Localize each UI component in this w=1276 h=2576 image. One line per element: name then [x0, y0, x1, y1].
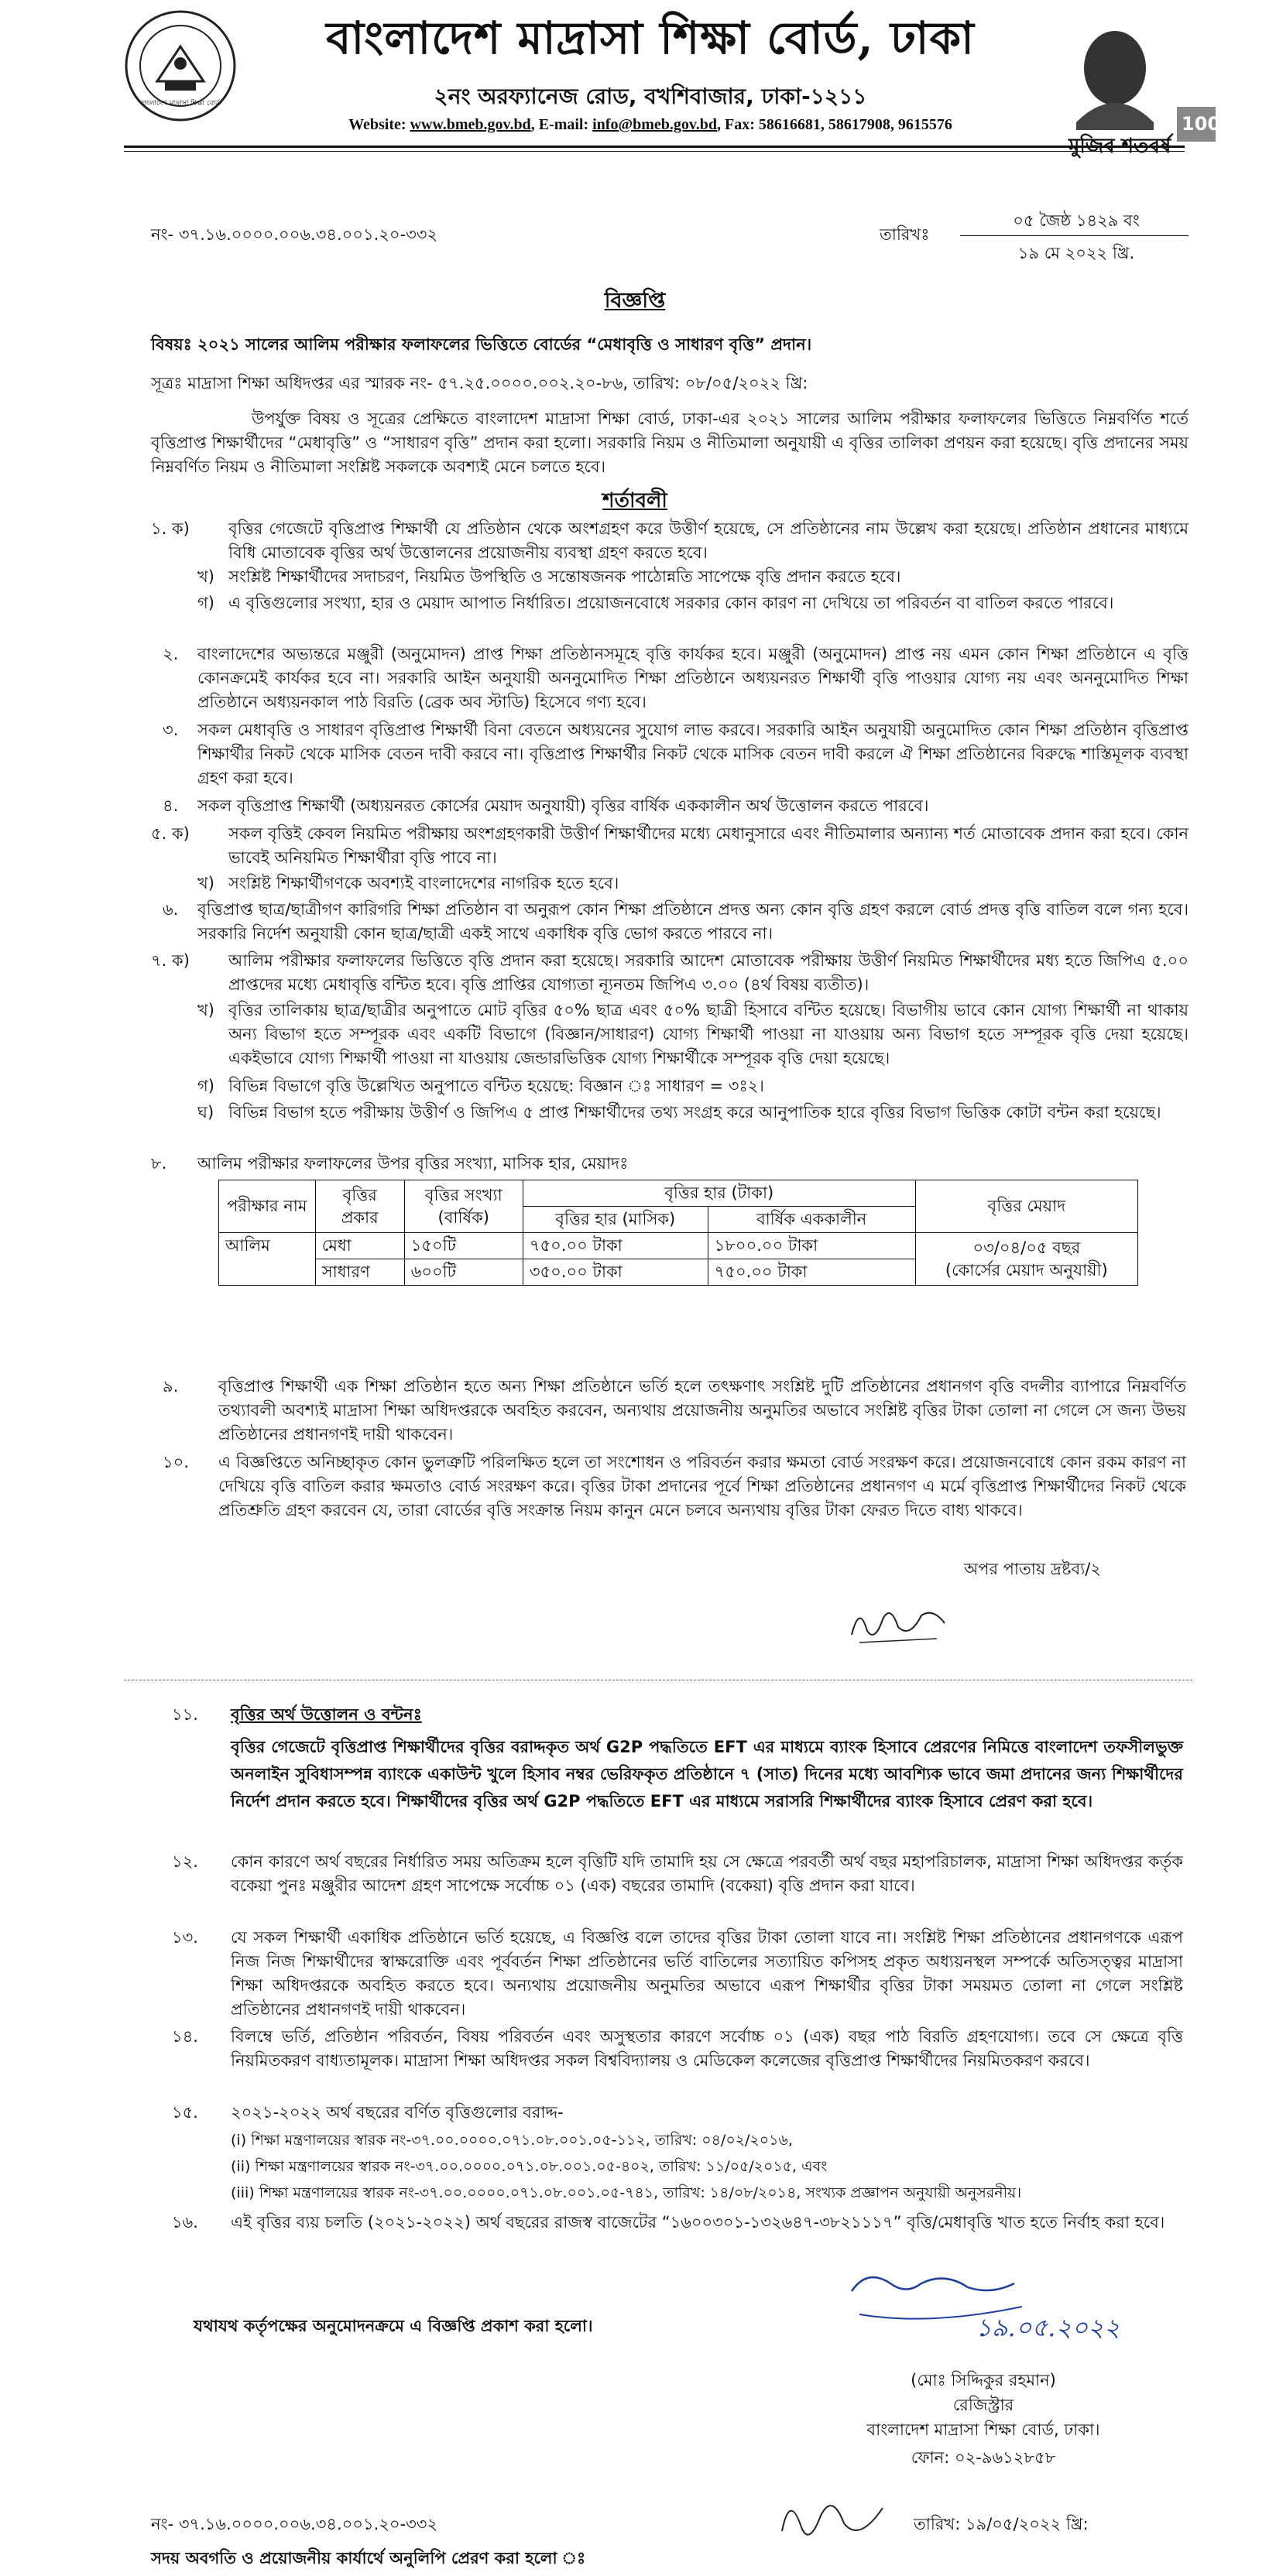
- condition-number: ৮.: [151, 1154, 167, 1173]
- footer-initials: [767, 2477, 898, 2562]
- cell-annual: ১৮০০.০০ টাকা: [708, 1233, 915, 1259]
- header-rate: বৃত্তির হার (টাকা): [523, 1180, 915, 1207]
- date-bangla: ০৫ জৈষ্ঠ ১৪২৯ বং: [1013, 211, 1140, 230]
- item-text: বিলম্বে ভর্তি, প্রতিষ্ঠান পরিবর্তন, বিষয় পরিবর্তন এবং অসুস্থতার কারণে সর্বোচ্চ ০১ (এক) বছর পাঠ বিরতি গ্রহণযোগ্য। তবে সে ক্ষেত্রে বৃত্তি নিয়মিতকরণ বাধ্যতামূলক। মাদ্রাসা শিক্ষা অধিদপ্তর সকল বিশ্ববিদ্যালয় ও মেডিকেল কলেজের বৃত্তিপ্রাপ্ত শিক্ষার্থীদের নিয়মিতকরণ করবে।: [231, 2027, 1183, 2070]
- condition-number: গ): [197, 1077, 214, 1095]
- board-logo: [122, 8, 238, 124]
- condition-number: ৫. ক): [151, 824, 190, 843]
- condition-text: বাংলাদেশের অভ্যন্তরে মঞ্জুরী (অনুমোদন) প্রাপ্ত শিক্ষা প্রতিষ্ঠানসমূহে বৃত্তি কার্যকর হবে। মঞ্জুরী (অনুমোদন) প্রাপ্ত নয় এমন কোন শিক্ষা প্রতিষ্ঠানে এ বৃত্তি কোনক্রমেই কার্যকর হবে না। সরকারি আইন অনুযায়ী অননুমোদিত শিক্ষা প্রতিষ্ঠানে অধ্যয়নরত শিক্ষার্থী বৃত্তি পাওয়ার যোগ্য নয় এবং অননুমোদিত শিক্ষা প্রতিষ্ঠানে অধ্যয়নকাল পাঠ বিরতি (ব্রেক অব স্টাডি) হিসেবে গণ্য হবে।: [197, 645, 1189, 711]
- conditions-title: শর্তাবলী: [602, 489, 667, 512]
- item-number: ১২.: [172, 1852, 198, 1871]
- email-label: , E-mail:: [530, 116, 593, 133]
- notice-title: বিজ্ঞপ্তি: [604, 289, 666, 313]
- condition-text: বৃত্তিপ্রাপ্ত ছাত্র/ছাত্রীগণ কারিগরি শিক্ষা প্রতিষ্ঠান বা অনুরূপ কোন শিক্ষা প্রতিষ্ঠানে প্রদত্ত অন্য কোন বৃত্তি গ্রহণ করলে বোর্ড প্রদত্ত বৃত্তি বাতিল বলে গন্য হবে। সরকারি নির্দেশ অনুযায়ী কোন ছাত্র/ছাত্রী একই সাথে একাধিক বৃত্তি ভোগ করতে পারবে না।: [197, 900, 1189, 943]
- cell-type: সাধারণ: [315, 1259, 404, 1286]
- cell-annual: ৭৫০.০০ টাকা: [708, 1259, 915, 1286]
- condition-number: ৩.: [163, 721, 179, 739]
- intro-paragraph: উপর্যুক্ত বিষয় ও সূত্রের প্রেক্ষিতে বাংলাদেশ মাদ্রাসা শিক্ষা বোর্ড, ঢাকা-এর ২০২১ সালের আলিম পরীক্ষার ফলাফলের ভিত্তিতে নিম্নবর্ণিত শর্তে বৃত্তিপ্রাপ্ত শিক্ষার্থীদের “মেধাবৃত্তি” ও “সাধারণ বৃত্তি” প্রদান করা হলো। সরকারি নিয়ম ও নীতিমালা অনুযায়ী এ বৃত্তির তালিকা প্রণয়ন করা হয়েছে। বৃত্তি প্রদানের সময় নিম্নবর্ণিত নিয়ম ও নীতিমালা সংশ্লিষ্ট সকলকে অবশ্যই মেনে চলতে হবে।: [151, 409, 1189, 476]
- header-exam: পরীক্ষার নাম: [219, 1180, 316, 1233]
- signature-date: ১৯.০৫.২০২২: [976, 2313, 1120, 2342]
- board-title: বাংলাদেশ মাদ্রাসা শিক্ষা বোর্ড, ঢাকা: [326, 12, 975, 64]
- cell-monthly: ৩৫০.০০ টাকা: [523, 1259, 708, 1286]
- item-number: ১৪.: [172, 2027, 198, 2046]
- registrar-name: (মোঃ সিদ্দিকুর রহমান): [911, 2371, 1056, 2389]
- duration-note: (কোর্সের মেয়াদ অনুযায়ী): [945, 1260, 1108, 1279]
- website-label: Website:: [348, 116, 410, 133]
- header-type: বৃত্তির প্রকার: [315, 1180, 404, 1233]
- condition-text: আলিম পরীক্ষার ফলাফলের ভিত্তিতে বৃত্তি প্রদান করা হয়েছে। সরকারি আদেশ মোতাবেক পরীক্ষায় উত্তীর্ণ নিয়মিত শিক্ষার্থীদের মধ্য হতে জিপিএ ৫.০০ প্রাপ্তদের মধ্যে মেধাবৃত্তি বন্টিত হবে। বৃত্তি প্রাপ্তির যোগ্যতা ন্যূনতম জিপিএ ৩.০০ (৪র্থ বিষয় ব্যতীত)।: [228, 951, 1189, 994]
- item-number: ১৩.: [172, 1928, 198, 1947]
- date-english: ১৯ মে ২০২২ খ্রি.: [1017, 244, 1135, 262]
- cell-monthly: ৭৫০.০০ টাকা: [523, 1233, 708, 1259]
- copy-to-line: সদয় অবগতি ও প্রয়োজনীয় কার্যার্থে অনুলিপি প্রেরণ করা হলো ঃ: [151, 2549, 586, 2567]
- condition-text: সংশ্লিষ্ট শিক্ষার্থীগণকে অবশ্যই বাংলাদেশের নাগরিক হতে হবে।: [228, 874, 619, 892]
- item-text: যে সকল শিক্ষার্থী একাধিক প্রতিষ্ঠানে ভর্তি হয়েছে, এ বিজ্ঞপ্তি বলে তাদের বৃত্তির টাকা তোলা যাবে না। সংশ্লিষ্ট শিক্ষা প্রতিষ্ঠানের প্রধানগণকে এরূপ নিজ নিজ শিক্ষার্থীদের স্বাক্ষরোক্তি এবং পূর্ববর্তন শিক্ষা প্রতিষ্ঠানের ভর্তি বাতিলের সত্যায়িত কপিসহ প্রকৃত অধ্যয়নস্থল সম্পর্কে অতিসত্ত্বর মাদ্রাসা শিক্ষা অধিদপ্তরকে অবহিত করতে হবে। অন্যথায় প্রয়োজনীয় অনুমতির অভাবে এরূপ শিক্ষার্থীর বৃত্তির টাকা সময়মত তোলা না গেলে সংশ্লিষ্ট প্রতিষ্ঠানের প্রধানগণই দায়ী থাকবেন।: [231, 1928, 1183, 2019]
- cell-exam: আলিম: [219, 1233, 316, 1286]
- reference-line: সূত্রঃ মাদ্রাসা শিক্ষা অধিদপ্তর এর স্মারক নং- ৫৭.২৫.০০০০.০০২.২০-৮৬, তারিখ: ০৮/০৫/২০২২ খ্রি:: [151, 374, 808, 392]
- cell-type: মেধা: [315, 1233, 404, 1259]
- allocation-item: (iii) শিক্ষা মন্ত্রণালয়ের স্বারক নং-৩৭.০০.০০০০.০৭১.০৮.০০১.০৫-৭৪১, তারিখ: ১৪/০৮/২০১৪, সংখ্যক প্রজ্ঞাপন অনুযায়ী অনুসরনীয়।: [231, 2184, 1022, 2201]
- footer-date: তারিখ: ১৯/০৫/২০২২ খ্রি:: [914, 2515, 1089, 2533]
- condition-text: বৃত্তির গেজেটে বৃত্তিপ্রাপ্ত শিক্ষার্থী যে প্রতিষ্ঠান থেকে অংশগ্রহণ করে উত্তীর্ণ হয়েছে, সে প্রতিষ্ঠানের নাম উল্লেখ করা হয়েছে। প্রতিষ্ঠান প্রধানের মাধ্যমে বিধি মোতাবেক বৃত্তির অর্থ উত্তোলনের প্রয়োজনীয় ব্যবস্থা গ্রহণ করতে হবে।: [228, 519, 1189, 562]
- condition-number: ৭. ক): [151, 951, 190, 970]
- item-11-title: বৃত্তির অর্থ উত্তোলন ও বন্টনঃ: [231, 1705, 422, 1724]
- condition-number: খ): [197, 567, 214, 586]
- mujib-number: 100: [1182, 113, 1221, 135]
- condition-number: ঘ): [197, 1103, 214, 1122]
- condition-number: খ): [197, 874, 214, 892]
- mujib-text: মুজিব শতবর্ষ: [1068, 135, 1171, 158]
- header-annual: বার্ষিক এককালীন: [708, 1207, 915, 1233]
- board-address: ২নং অরফ্যানেজ রোড, বখশিবাজার, ঢাকা-১২১১: [434, 84, 867, 109]
- item-text: কোন কারণে অর্থ বছরের নির্ধারিত সময় অতিক্রম হলে বৃত্তিটি যদি তামাদি হয় সে ক্ষেত্রে পরবর্তী অর্থ বছর মহাপরিচালক, মাদ্রাসা শিক্ষা অধিদপ্তর কর্তৃক বকেয়া পুনঃ মঞ্জুরীর আদেশ গ্রহণ সাপেক্ষে সর্বোচ্চ ০১ (এক) বছরের তামাদি (বকেয়া) বৃত্তি প্রদান করা যাবে।: [231, 1852, 1183, 1895]
- cell-count: ১৫০টি: [404, 1233, 523, 1259]
- footer-memo: নং- ৩৭.১৬.০০০০.০০৬.৩৪.০০১.২০-৩৩২: [151, 2515, 438, 2533]
- condition-text: বৃত্তির তালিকায় ছাত্র/ছাত্রীর অনুপাতে মোট বৃত্তির ৫০% ছাত্র এবং ৫০% ছাত্রী হিসাবে বন্টিত হয়েছে। বিভাগীয় ভাবে কোন যোগ্য শিক্ষার্থী না থাকায় অন্য বিভাগ হতে সম্পূরক এবং একটি বিভাগে (বিজ্ঞান/সাধারণ) যোগ্য শিক্ষার্থী পাওয়া না যাওয়ায় অন্য বিভাগ হতে সম্পূরক বৃত্তি দেয়া হয়েছে। একইভাবে যোগ্য শিক্ষার্থী পাওয়া না যাওয়ায় জেন্ডারভিত্তিক যোগ্য শিক্ষার্থীকে সম্পূরক বৃত্তি দেয়া হয়েছে।: [228, 1001, 1189, 1067]
- condition-text: সকল বৃত্তিই কেবল নিয়মিত পরীক্ষায় অংশগ্রহণকারী উত্তীর্ণ শিক্ষার্থীদের মধ্যে মেধানুসারে এবং নীতিমালার অন্যান্য শর্ত মোতাবেক প্রদান করা হবে। কোন ভাবেই অনিয়মিত শিক্ষার্থীরা বৃত্তি পাবে না।: [228, 824, 1189, 867]
- item-number: ১৫.: [172, 2103, 198, 2122]
- condition-text: সকল মেধাবৃত্তি ও সাধারণ বৃত্তিপ্রাপ্ত শিক্ষার্থী বিনা বেতনে অধ্যয়নের সুযোগ লাভ করবে। সরকারি আইন অনুযায়ী অনুমোদিত কোন শিক্ষা প্রতিষ্ঠান বৃত্তিপ্রাপ্ত শিক্ষার্থীর নিকট থেকে মাসিক বেতন দাবী করবে না। বৃত্তিপ্রাপ্ত শিক্ষার্থীর নিকট থেকে মাসিক বেতন দাবী করলে ঐ শিক্ষা প্রতিষ্ঠানের বিরুদ্ধে শাস্তিমূলক ব্যবস্থা গ্রহণ করা হবে।: [197, 721, 1189, 787]
- condition-number: ৪.: [163, 796, 179, 815]
- condition-text: সকল বৃত্তিপ্রাপ্ত শিক্ষার্থী (অধ্যয়নরত কোর্সের মেয়াদ অনুযায়ী) বৃত্তির বার্ষিক এককালীন অর্থ উত্তোলন করতে পারবে।: [197, 796, 929, 815]
- date-rule: [960, 235, 1189, 236]
- registrar-phone: ফোন: ০২-৯৬১২৮৫৮: [911, 2448, 1056, 2467]
- item-11-text: বৃত্তির গেজেটে বৃত্তিপ্রাপ্ত শিক্ষার্থীদের বৃত্তির বরাদ্দকৃত অর্থ G2P পদ্ধতিতে EFT এর মাধ্যমে ব্যাংক হিসাবে প্রেরণের নিমিত্তে বাংলাদেশ তফসীলভুক্ত অনলাইন সুবিধাসম্পন্ন ব্যাংকে একাউন্ট খুলে হিসাব নম্বর ভেরিফকৃত প্রতিষ্ঠানে ৭ (সাত) দিনের মধ্যে আবশ্যিক ভাবে জমা প্রদানের জন্য শিক্ষার্থীদের নির্দেশ প্রদান করতে হবে। শিক্ষার্থীদের বৃত্তির অর্থ G2P পদ্ধতিতে EFT এর মাধ্যমে সরাসরি শিক্ষার্থীদের ব্যাংক হিসাবে প্রেরণ করা হবে।: [231, 1738, 1183, 1810]
- duration-years: ০৩/০৪/০৫ বছর: [972, 1238, 1081, 1257]
- header-count: বৃত্তির সংখ্যা (বার্ষিক): [404, 1180, 523, 1233]
- condition-text: এ বৃত্তিগুলোর সংখ্যা, হার ও মেয়াদ আপাত নির্ধারিত। প্রয়োজনবোধে সরকার কোন কারণ না দেখিয়ে তা পরিবর্তন বা বাতিল করতে পারবে।: [228, 594, 1114, 612]
- allocation-item: (ii) শিক্ষা মন্ত্রণালয়ের স্বারক নং-৩৭.০০.০০০০.০৭১.০৮.০০১.০৫-৪০২, তারিখ: ১১/০৫/২০১৫, এবং: [231, 2158, 828, 2175]
- condition-text: বৃত্তিপ্রাপ্ত শিক্ষার্থী এক শিক্ষা প্রতিষ্ঠান হতে অন্য শিক্ষা প্রতিষ্ঠানে ভর্তি হলে তৎক্ষণাৎ সংশ্লিষ্ট দুটি প্রতিষ্ঠানের প্রধানগণ বৃত্তি বদলীর ব্যাপারে নিম্নবর্ণিত তথ্যাবলী অবশ্যই মাদ্রাসা শিক্ষা অধিদপ্তরকে অবহিত করবেন, অন্যথায় প্রয়োজনীয় অনুমতির অভাবে সংশ্লিষ্ট বৃত্তির টাকা তোলা না গেলে সে জন্য উভয় প্রতিষ্ঠানের প্রধানগণই দায়ী থাকবেন।: [218, 1377, 1186, 1444]
- item-15-title: ২০২১-২০২২ অর্থ বছরের বর্ণিত বৃত্তিগুলোর বরাদ্দ-: [231, 2103, 564, 2122]
- header-rule-thin: [124, 151, 1185, 152]
- condition-number: ২.: [163, 645, 179, 663]
- condition-text: এ বিজ্ঞপ্তিতে অনিচ্ছাকৃত কোন ভুলত্রুটি পরিলক্ষিত হলে তা সংশোধন ও পরিবর্তন করার ক্ষমতা বোর্ড সংরক্ষণ করে। প্রয়োজনবোধে কোন রকম কারণ না দেখিয়ে বৃত্তি বাতিল করার ক্ষমতাও বোর্ড সংরক্ষণ করে। বৃত্তির টাকা প্রদানের পূর্বে শিক্ষা প্রতিষ্ঠানের প্রধানগণ এ মর্মে বৃত্তিপ্রাপ্ত শিক্ষার্থীদের নিকট থেকে প্রতিশ্রুতি গ্রহণ করবেন যে, তারা বোর্ডের বৃত্তি সংক্রান্ত নিয়ম কানুন মেনে চলবে অন্যথায় বৃত্তির টাকা ফেরত দিতে বাধ্য থাকবে।: [218, 1453, 1187, 1519]
- condition-text: আলিম পরীক্ষার ফলাফলের উপর বৃত্তির সংখ্যা, মাসিক হার, মেয়াদঃ: [197, 1154, 629, 1173]
- subject-line: বিষয়ঃ ২০২১ সালের আলিম পরীক্ষার ফলাফলের ভিত্তিতে বোর্ডের “মেধাবৃত্তি ও সাধারণ বৃত্তি” প্রদান।: [151, 335, 812, 354]
- header-duration: বৃত্তির মেয়াদ: [915, 1180, 1137, 1233]
- item-11-number: ১১.: [172, 1705, 198, 1724]
- registrar-office: বাংলাদেশ মাদ্রাসা শিক্ষা বোর্ড, ঢাকা।: [866, 2420, 1100, 2439]
- condition-text: সংশ্লিষ্ট শিক্ষার্থীদের সদাচরণ, নিয়মিত উপস্থিতি ও সন্তোষজনক পাঠোন্নতি সাপেক্ষে বৃত্তি প্রদান করতে হবে।: [228, 567, 901, 586]
- logo-text: বাংলাদেশ মাদ্রাসা শিক্ষা বোর্ড: [140, 100, 221, 108]
- registrar-signature: [836, 2260, 1169, 2353]
- condition-text: বিভিন্ন বিভাগ হতে পরীক্ষায় উত্তীর্ণ ও জিপিএ ৫ প্রাপ্ত শিক্ষার্থীদের তথ্য সংগ্রহ করে আনুপাতিক হারে বৃত্তির বিভাগ ভিত্তিক কোটা বন্টন করা হয়েছে।: [228, 1103, 1161, 1122]
- item-16-text: এই বৃত্তির ব্যয় চলতি (২০২১-২০২২) অর্থ বছরের রাজস্ব বাজেটের “১৬০০৩০১-১৩২৬৪৭-৩৮২১১১৭” বৃত্তি/মেধাবৃত্তি খাত হতে নির্বাহ করা হবে।: [231, 2213, 1165, 2232]
- condition-number: খ): [197, 1001, 214, 1019]
- cell-duration: [915, 1233, 1137, 1286]
- contact-line: [256, 116, 1045, 134]
- date-label: তারিখঃ: [880, 225, 930, 244]
- header-monthly: বৃত্তির হার (মাসিক): [523, 1207, 708, 1233]
- condition-number: ১০.: [163, 1453, 189, 1471]
- fax-text: , Fax: 58616681, 58617908, 9615576: [717, 116, 952, 133]
- email-link[interactable]: info@bmeb.gov.bd: [592, 116, 717, 133]
- condition-number: গ): [197, 594, 214, 612]
- stipend-table: [218, 1180, 1138, 1286]
- website-link[interactable]: www.bmeb.gov.bd: [410, 116, 531, 133]
- condition-number: ৬.: [163, 900, 179, 919]
- condition-number: ৯.: [163, 1377, 179, 1396]
- allocation-item: (i) শিক্ষা মন্ত্রণালয়ের স্বারক নং-৩৭.০০.০০০০.০৭১.০৮.০০১.০৫-১১২, তারিখ: ০৪/০২/২০১৬,: [231, 2132, 793, 2149]
- table-row: [219, 1233, 1138, 1259]
- memo-number: নং- ৩৭.১৬.০০০০.০০৬.৩৪.০০১.২০-৩৩২: [151, 225, 438, 244]
- initial-signature: [844, 1596, 952, 1650]
- approval-line: যথাযথ কর্তৃপক্ষের অনুমোদনক্রমে এ বিজ্ঞপ্তি প্রকাশ করা হলো।: [194, 2317, 593, 2335]
- cell-count: ৬০০টি: [404, 1259, 523, 1286]
- header-rule: [124, 146, 1185, 148]
- item-number: ১৬.: [172, 2213, 198, 2232]
- registrar-designation: রেজিস্ট্রার: [952, 2396, 1014, 2414]
- condition-text: বিভিন্ন বিভাগে বৃত্তি উল্লেখিত অনুপাতে বন্টিত হয়েছে: বিজ্ঞান ঃ সাধারণ = ৩ঃ২।: [228, 1077, 764, 1095]
- condition-number: ১. ক): [151, 519, 190, 538]
- page-turn-note: অপর পাতায় দ্রষ্টব্য/২: [964, 1560, 1101, 1578]
